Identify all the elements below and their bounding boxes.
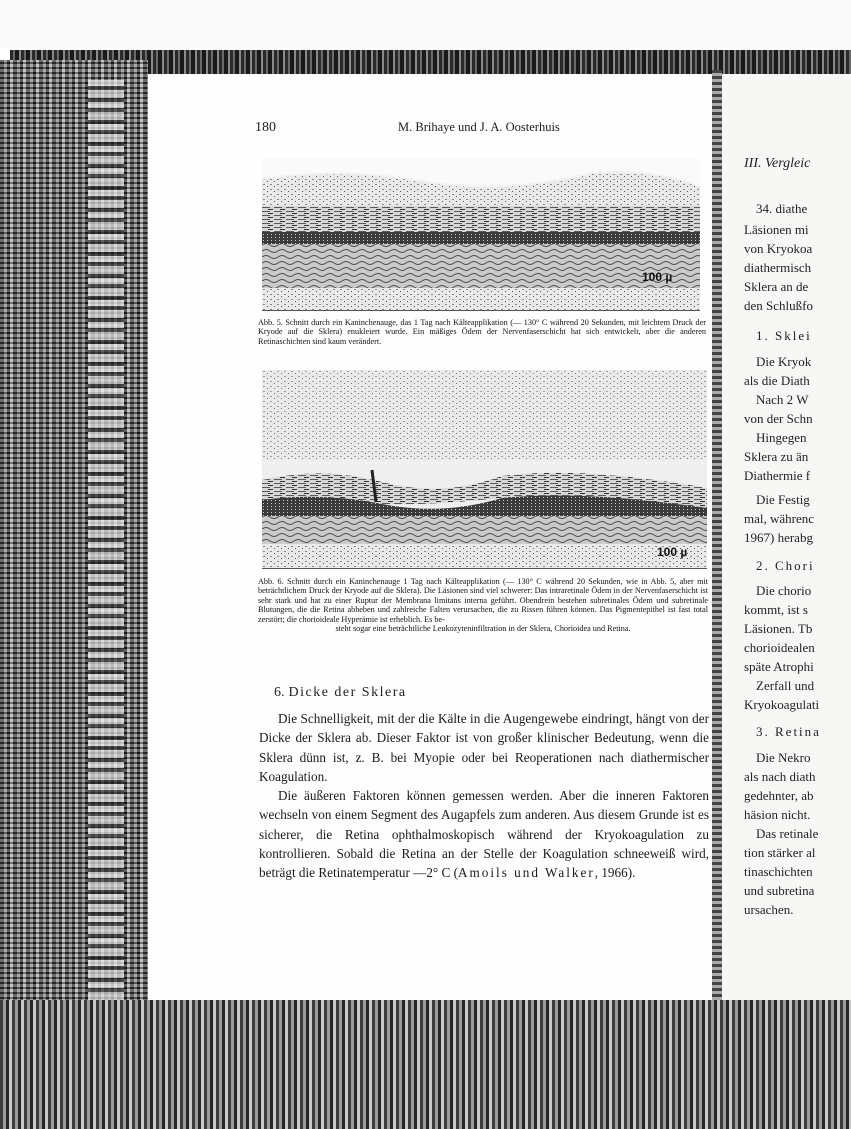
figure-6-image xyxy=(262,370,707,568)
paragraph-2: Die äußeren Faktoren können gemessen werden. Aber die inneren Faktoren wechseln von einem Segment des Augapfels zum anderen. Aus diesem Grunde ist es sicherer, die Retina ophthalmoskopisch während der Kryokoagulation zu kontrollieren. Sobald die Retina an der Stelle der Koagulation schneeweiß wird, beträgt die Retinatemperatur —2° C (Amoils und Walker, 1966). xyxy=(259,788,709,881)
facing-page-line: und subretina xyxy=(744,883,815,898)
citation-authors: Amoils und Walker xyxy=(458,865,595,881)
section-heading xyxy=(274,685,407,701)
facing-page-line: Das retinale xyxy=(756,826,819,841)
running-head-authors: M. Brihaye und J. A. Oosterhuis xyxy=(398,120,560,134)
facing-page-line: von der Schn xyxy=(744,411,813,426)
facing-page-line: tinaschichten xyxy=(744,864,813,879)
facing-page-text xyxy=(722,74,851,1000)
page-number: 180 xyxy=(255,120,276,135)
facing-page-line: Läsionen. Tb xyxy=(744,621,813,636)
book-binding-left xyxy=(0,60,148,1129)
facing-page-line: Läsionen mi xyxy=(744,222,809,237)
scan-background-bottom xyxy=(0,1000,851,1129)
facing-page-line: kommt, ist s xyxy=(744,602,808,617)
facing-page-line: chorioidealen xyxy=(744,640,815,655)
page-gutter xyxy=(712,70,722,1000)
figure-6-scale-bar: 100 µ xyxy=(657,545,688,559)
facing-page-line: 34. diathe xyxy=(756,201,808,216)
figure-6-caption: Abb. 6. Schnitt durch ein Kaninchenauge 1 Tag nach Kälteapplikation (— 130° C während 20 Sekunden, wie in Abb. 5, aber mit beträchtlichem Druck der Kryode auf die Sklera). Die Läsionen sind viel schwerer: Das intraretinale Ödem in der Nervenfaserschicht ist sehr stark und hat zu einer Ruptur der Membrana limitans interna geführt. Obendrein bestehen subretinales Ödem und subretinale Blutungen, die die Retina abheben und zahlreiche Falten verursachen, die zu Rissen führen können. Das Pigmentepithel ist fast total zerstört; die chorioideale Hyperämie ist erheblich. Es be- steht sogar eine beträchtliche Leukozyteninfiltration in der Sklera, Chorioidea und Retina. xyxy=(258,577,708,634)
facing-page-line: Die Nekro xyxy=(756,750,811,765)
facing-page-line: Sklera an de xyxy=(744,279,809,294)
facing-page-line: Sklera zu än xyxy=(744,449,809,464)
facing-page-line: Nach 2 W xyxy=(756,392,809,407)
facing-page-line: als nach diath xyxy=(744,769,816,784)
facing-page-line: Die Festig xyxy=(756,492,810,507)
facing-page-line: 1. Sklei xyxy=(756,328,812,343)
facing-page-line: tion stärker al xyxy=(744,845,816,860)
facing-page-line: 1967) herabg xyxy=(744,530,813,545)
facing-page-line: späte Atrophi xyxy=(744,659,814,674)
facing-page-line: von Kryokoa xyxy=(744,241,813,256)
facing-page-line: 3. Retina xyxy=(756,724,821,739)
figure-5-caption: Abb. 5. Schnitt durch ein Kaninchenauge, das 1 Tag nach Kälteapplikation (— 130° C während 20 Sekunden, mit leichtem Druck der Kryode auf die Sklera) enukleiert wurde. Ein mäßiges Ödem der Nervenfaserschicht hat sich entwickelt, aber die anderen Retinaschichten sind kaum verändert. xyxy=(258,318,706,346)
citation-year: , 1966). xyxy=(594,865,636,881)
figure-5-scale-bar: 100 µ xyxy=(642,270,673,284)
facing-page-line: Die Kryok xyxy=(756,354,812,369)
running-head xyxy=(255,120,705,140)
paragraph-1: Die Schnelligkeit, mit der die Kälte in die Augengewebe eindringt, hängt von der Dicke der Sklera ab. Dieser Faktor ist von großer klinischer Bedeutung, wenn die Sklera dünn ist, z. B. bei Myopie oder bei Reoperationen nach diathermischer Koagulation. xyxy=(259,711,709,784)
facing-page-line: den Schlußfo xyxy=(744,298,813,313)
figure-6-micrograph xyxy=(262,370,707,569)
facing-page-line: mal, währenc xyxy=(744,511,815,526)
facing-page-line: Hingegen xyxy=(756,430,807,445)
section-title: Dicke der Sklera xyxy=(288,685,407,700)
facing-page-line: III. Vergleic xyxy=(744,156,811,171)
facing-page-line: Die chorio xyxy=(756,583,812,598)
facing-page-line: Kryokoagulati xyxy=(744,697,820,712)
facing-page-line: Diathermie f xyxy=(744,468,811,483)
scan-background-top xyxy=(0,0,851,48)
facing-page-line: als die Diath xyxy=(744,373,810,388)
facing-page-line: gedehnter, ab xyxy=(744,788,814,803)
figure-5-image xyxy=(262,158,700,310)
facing-page-line: diathermisch xyxy=(744,260,812,275)
section-number: 6. xyxy=(274,685,285,700)
facing-page-line: Zerfall und xyxy=(756,678,815,693)
facing-page-line: häsion nicht. xyxy=(744,807,811,822)
figure-5-micrograph xyxy=(262,158,700,311)
body-text xyxy=(259,709,709,883)
facing-page-line: 2. Chori xyxy=(756,558,815,573)
facing-page-line: ursachen. xyxy=(744,902,794,917)
